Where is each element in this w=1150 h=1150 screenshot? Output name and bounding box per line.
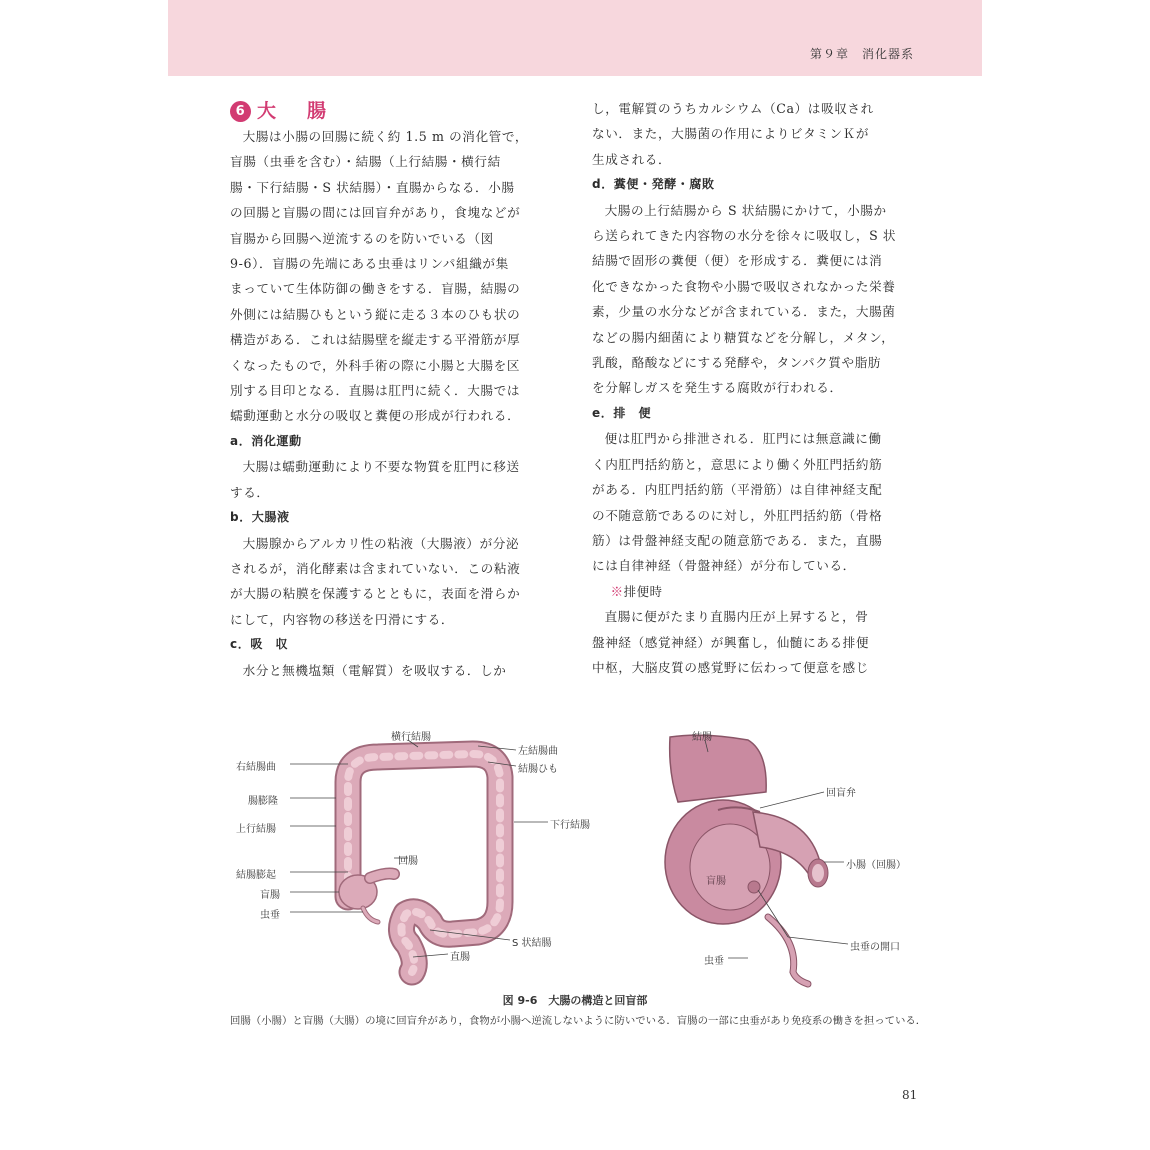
subsection-d-line: 結腸で固形の糞便（便）を形成する．糞便には消 xyxy=(592,253,883,269)
subsection-e-line: がある．内肛門括約筋（平滑筋）は自律神経支配 xyxy=(592,482,883,498)
label-rectum: 直腸 xyxy=(450,952,470,963)
intro-line: まっていて生体防御の働きをする．盲腸，結腸の xyxy=(230,281,521,297)
label-appendices: 結腸膨起 xyxy=(236,870,276,881)
note-line: 直腸に便がたまり直腸内圧が上昇すると，骨 xyxy=(604,609,869,625)
subsection-c-cont-line: し，電解質のうちカルシウム（Ca）は吸収され xyxy=(592,101,874,116)
intro-line: 別する目印となる．直腸は肛門に続く．大腸では xyxy=(230,383,521,399)
subsection-d-line: 乳酸，酪酸などにする発酵や，タンパク質や脂肪 xyxy=(592,355,882,371)
note-marker: ※ xyxy=(610,583,624,599)
left-column xyxy=(230,96,560,683)
figure-caption: 図 9-6 大腸の構造と回盲部 xyxy=(502,994,648,1007)
label-descending-colon: 下行結腸 xyxy=(550,820,590,831)
subsection-e-line: 便は肛門から排泄される．肛門には無意識に働 xyxy=(604,431,882,447)
subsection-d-title: d．糞便・発酵・腐敗 xyxy=(592,177,715,192)
note-heading xyxy=(592,579,924,604)
label-appendix: 虫垂 xyxy=(260,910,280,921)
subsection-c-cont-line: ない．また，大腸菌の作用によりビタミンＫが xyxy=(592,126,870,142)
label-sigmoid-colon: S 状結腸 xyxy=(512,938,552,949)
header-band xyxy=(168,0,982,76)
label-right-flexure: 右結腸曲 xyxy=(236,762,276,773)
section-title: 大 腸 xyxy=(257,100,333,122)
intro-line: 盲腸（虫垂を含む）・結腸（上行結腸・横行結 xyxy=(230,154,501,170)
label-ileum: 回腸 xyxy=(398,856,418,867)
subsection-c-line: 水分と無機塩類（電解質）を吸収する．しか xyxy=(242,662,507,678)
large-intestine-illustration xyxy=(339,754,500,972)
label-taenia: 結腸ひも xyxy=(518,764,558,775)
right-column xyxy=(592,96,924,680)
section-number-badge: 6 xyxy=(230,101,251,122)
chapter-label: 第９章 消化器系 xyxy=(809,47,914,61)
label-cecum: 盲腸 xyxy=(260,890,280,901)
subsection-b-line: が大腸の粘膜を保護するとともに，表面を滑らか xyxy=(230,586,521,602)
intro-line: 大腸は小腸の回腸に続く約 1.5 m の消化管で， xyxy=(242,129,529,144)
subsection-b-title: b．大腸液 xyxy=(230,510,290,525)
intro-line: 外側には結腸ひもという縦に走る３本のひも状の xyxy=(230,306,521,322)
note-line: 盤神経（感覚神経）が興奮し，仙髄にある排便 xyxy=(592,634,870,650)
label-haustra: 腸膨隆 xyxy=(248,796,278,807)
figure-description: 回腸（小腸）と盲腸（大腸）の境に回盲弁があり，食物が小腸へ逆流しないように防いでいる．盲腸の一部に虫垂があり免疫系の働きを担っている． xyxy=(230,1015,927,1027)
subsection-e-title: e．排 便 xyxy=(592,405,652,420)
subsection-a-title: a．消化運動 xyxy=(230,433,302,448)
subsection-e-line: の不随意筋であるのに対し，外肛門括約筋（骨格 xyxy=(592,507,883,523)
page xyxy=(168,0,982,1150)
section-heading xyxy=(230,96,560,126)
intro-line: の回腸と盲腸の間には回盲弁があり，食塊などが xyxy=(230,205,521,221)
label-appendix-right: 虫垂 xyxy=(704,956,724,967)
subsection-c-title: c．吸 収 xyxy=(230,637,289,652)
label-left-flexure: 左結腸曲 xyxy=(518,746,558,757)
ileocecal-illustration xyxy=(665,735,828,984)
label-colon: 結腸 xyxy=(692,732,712,743)
subsection-d-line: 大腸の上行結腸から S 状結腸にかけて，小腸か xyxy=(604,202,887,218)
subsection-c-cont-line: 生成される． xyxy=(592,151,672,167)
note-line: 中枢，大脳皮質の感覚野に伝わって便意を感じ xyxy=(592,659,869,675)
subsection-d-line: 素，少量の水分などが含まれている．また，大腸菌 xyxy=(592,304,896,320)
subsection-a-line: 大腸は蠕動運動により不要な物質を肛門に移送 xyxy=(242,459,520,475)
subsection-d-line: などの腸内細菌により糖質などを分解し，メタン， xyxy=(592,329,895,345)
intro-line: 腸・下行結腸・S 状結腸）・直腸からなる．小腸 xyxy=(230,179,515,195)
subsection-d-line: を分解しガスを発生する腐敗が行われる． xyxy=(592,380,843,396)
intro-line: 盲腸から回腸へ逆流するのを防いでいる（図 xyxy=(230,230,494,246)
subsection-b-line: されるが，消化酵素は含まれていない．この粘液 xyxy=(230,560,521,576)
label-transverse-colon: 横行結腸 xyxy=(391,732,431,743)
page-number: 81 xyxy=(902,1088,918,1102)
subsection-b-line: にして，内容物の移送を円滑にする． xyxy=(230,611,455,627)
subsection-d-line: ら送られてきた内容物の水分を徐々に吸収し，S 状 xyxy=(592,228,897,244)
label-appendix-opening: 虫垂の開口 xyxy=(850,942,900,953)
note-title: 排便時 xyxy=(623,583,663,599)
label-ascending-colon: 上行結腸 xyxy=(236,824,276,835)
subsection-a-line: する． xyxy=(230,484,270,500)
label-cecum-inside: 盲腸 xyxy=(706,876,726,887)
subsection-b-line: 大腸腺からアルカリ性の粘液（大腸液）が分泌 xyxy=(242,535,520,551)
subsection-d-line: 化できなかった食物や小腸で吸収されなかった栄養 xyxy=(592,278,896,294)
subsection-e-line: 筋）は骨盤神経支配の随意筋である．また，直腸 xyxy=(592,532,883,548)
intro-line: 蠕動運動と水分の吸収と糞便の形成が行われる． xyxy=(230,408,521,424)
intro-line: くなったもので，外科手術の際に小腸と大腸を区 xyxy=(230,357,521,373)
label-ileocecal-valve: 回盲弁 xyxy=(826,788,856,799)
subsection-e-line: には自律神経（骨盤神経）が分布している． xyxy=(592,558,856,574)
figure-9-6 xyxy=(208,722,968,992)
intro-line: 9-6）．盲腸の先端にある虫垂はリンパ組織が集 xyxy=(230,256,509,272)
intro-line: 構造がある．これは結腸壁を縦走する平滑筋が厚 xyxy=(230,332,521,348)
subsection-e-line: く内肛門括約筋と，意思により働く外肛門括約筋 xyxy=(592,456,883,472)
label-small-intestine: 小腸（回腸） xyxy=(846,860,906,871)
